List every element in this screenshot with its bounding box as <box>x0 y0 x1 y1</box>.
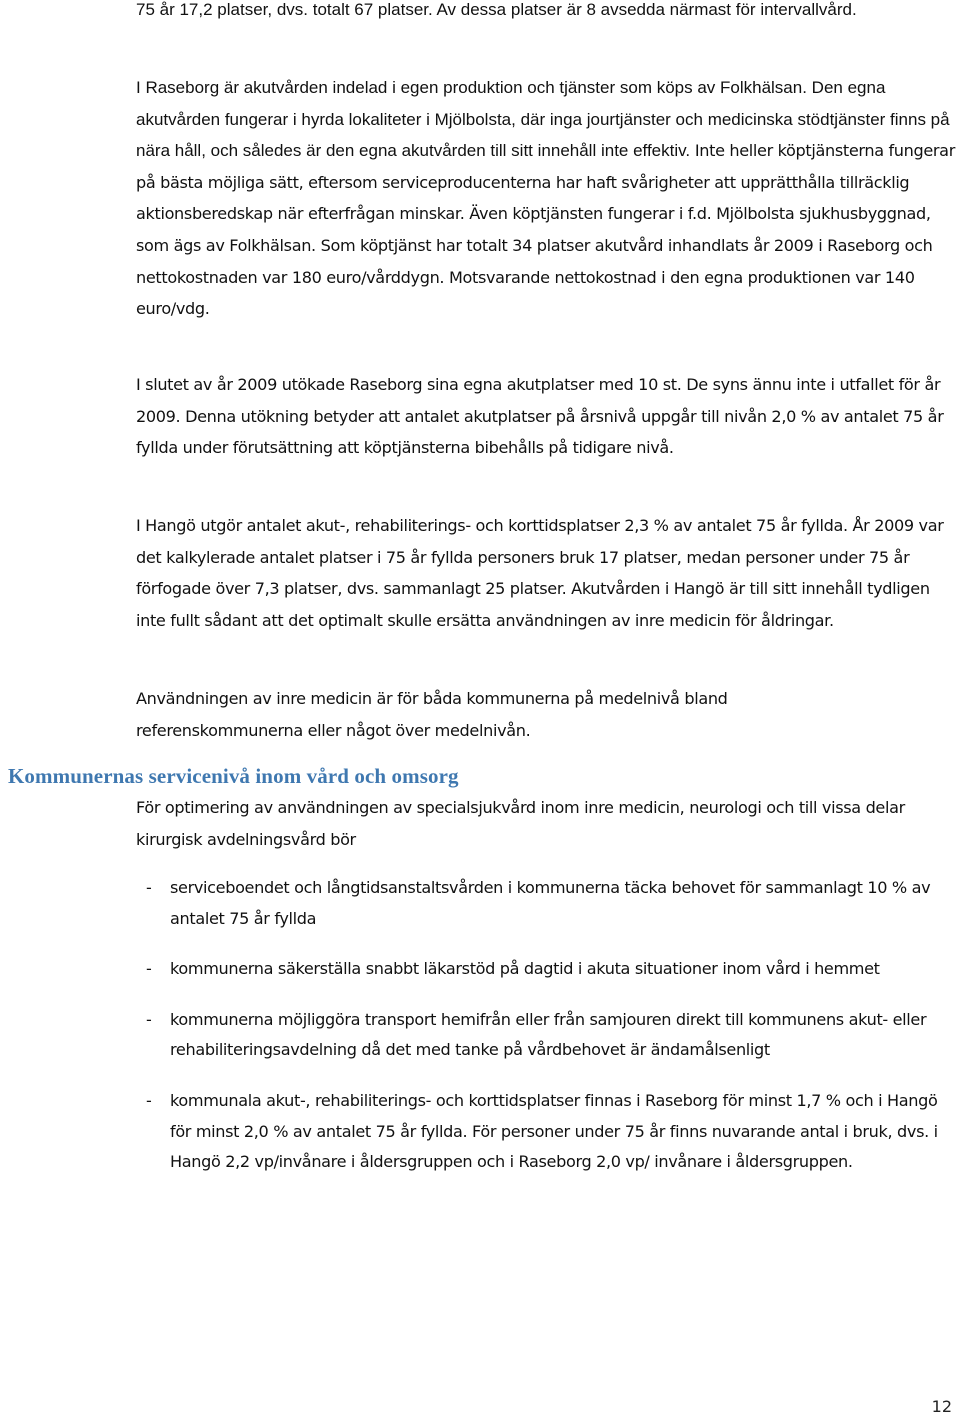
recommendation-list <box>136 873 958 1198</box>
paragraph-utokade-akutplatser <box>136 369 958 464</box>
paragraph-text-calibri: Inte heller köptjänsterna fungerar på bästa möjliga sätt, eftersom serviceproducenterna har haft svårigheter att upprätthålla tillräcklig aktionsberedskap när efterfrågan minskar. Även köptjänsten fungerar i f.d. Mjölbolsta sjukhusbyggnad, som ägs av Folkhälsan. Som köptjänst har totalt 34 platser akutvård inhandlats år 2009 i Raseborg och nettokostnaden var 180 euro/vårddygn. Motsvarande nettokostnad i den egna produktionen var 140 euro/vdg. <box>136 141 955 319</box>
bullet-dash: - <box>146 959 152 979</box>
list-item <box>136 873 958 934</box>
list-item-text: kommunerna säkerställa snabbt läkarstöd på dagtid i akuta situationer inom vård i hemmet <box>170 959 880 979</box>
page-number: 12 <box>931 1397 952 1416</box>
section-intro <box>136 792 958 855</box>
list-item <box>136 954 958 985</box>
section-heading: Kommunernas servicenivå inom vård och omsorg <box>8 764 459 788</box>
paragraph-text: Användningen av inre medicin är för båda kommunerna på medelnivå bland referenskommunerna eller något över medelnivån. <box>136 689 728 740</box>
list-item-text: serviceboendet och långtidsanstaltsvården i kommunerna täcka behovet för sammanlagt 10 % av antalet 75 år fyllda <box>170 878 931 928</box>
paragraph-text: 75 år 17,2 platser, dvs. totalt 67 platser. Av dessa platser är 8 avsedda närmast för intervallvård. <box>136 0 857 19</box>
list-item-text: kommunala akut-, rehabiliterings- och korttidsplatser finnas i Raseborg för minst 1,7 % och i Hangö för minst 2,0 % av antalet 75 år fyllda. För personer under 75 år finns nuvarande antal i bruk, dvs. i Hangö 2,2 vp/invånare i åldersgruppen och i Raseborg 2,0 vp/ invånare i åldersgruppen. <box>170 1090 938 1172</box>
paragraph-text: I slutet av år 2009 utökade Raseborg sina egna akutplatser med 10 st. De syns ännu inte i utfallet för år 2009. Denna utökning betyder att antalet akutplatser på årsnivå uppgår till nivån 2,0 % av antalet 75 år fyllda under förutsättning att köptjänsterna bibehålls på tidigare nivå. <box>136 375 944 458</box>
bullet-dash: - <box>146 1090 152 1110</box>
paragraph-inre-medicin <box>136 683 836 746</box>
paragraph-intervallvard <box>136 0 876 26</box>
paragraph-raseborg-akutvard <box>136 72 958 325</box>
paragraph-text-arial: I Raseborg är akutvården indelad i egen produktion och tjänster som köps av Folkhälsan. Den egna akutvården fungerar i hyrda lokaliteter i Mjölbolsta, där inga jourtjänster och medicinska stödtjänster finns på nära håll, och således är den egna akutvården till sitt innehåll inte effektiv. <box>136 78 950 161</box>
list-item-text: kommunerna möjliggöra transport hemifrån eller från samjouren direkt till kommunens akut- eller rehabiliteringsavdelning då det med tanke på vårdbehovet är ändamålsenligt <box>170 1009 927 1060</box>
paragraph-text: I Hangö utgör antalet akut-, rehabiliterings- och korttidsplatser 2,3 % av antalet 75 år fyllda. År 2009 var det kalkylerade antalet platser i 75 år fyllda personers bruk 17 platser, medan personer under 75 år förfogade över 7,3 platser, dvs. sammanlagt 25 platser. Akutvården i Hangö är till sitt innehåll tydligen inte fullt sådant att det optimalt skulle ersätta användningen av inre medicin för åldringar. <box>136 516 944 630</box>
bullet-dash: - <box>146 1009 152 1029</box>
list-item <box>136 1005 958 1066</box>
section-intro-text: För optimering av användningen av specialsjukvård inom inre medicin, neurologi och till vissa delar kirurgisk avdelningsvård bör <box>136 798 905 849</box>
bullet-dash: - <box>146 878 152 897</box>
paragraph-hango <box>136 510 958 636</box>
list-item <box>136 1086 958 1178</box>
